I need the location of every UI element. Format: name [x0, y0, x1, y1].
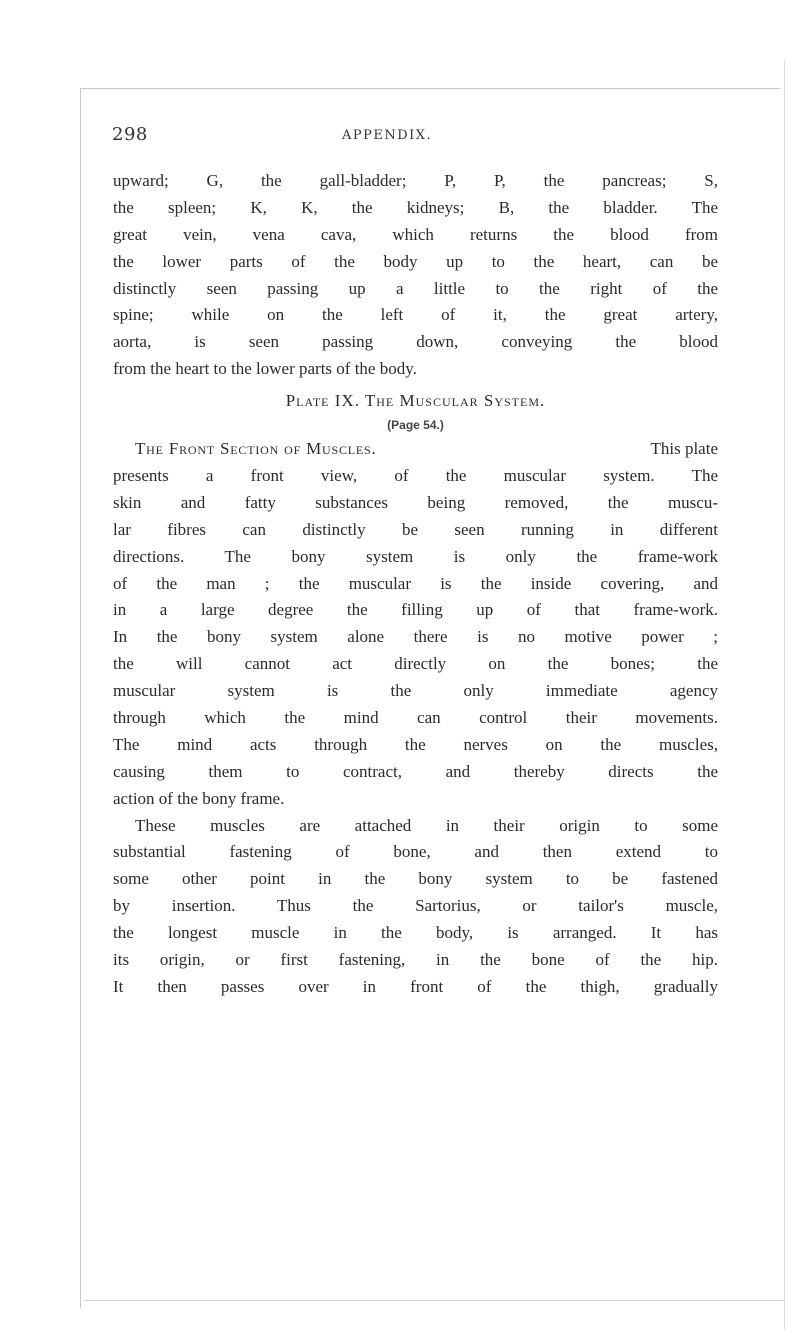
text-line: in a large degree the filling up of that frame-work.	[113, 600, 718, 620]
plate-page-reference: (Page 54.)	[387, 418, 444, 433]
text-line: The mind acts through the nerves on the muscles,	[113, 734, 718, 754]
text-line: In the bony system alone there is no motive power ;	[113, 627, 718, 647]
text-line: These muscles are attached in their origin to some	[135, 815, 718, 835]
text-line: aorta, is seen passing down, conveying the blood	[113, 332, 718, 352]
text-line: distinctly seen passing up a little to the right of the	[113, 278, 718, 298]
paragraph-2	[113, 436, 718, 812]
text-line: from the heart to the lower parts of the body.	[113, 359, 417, 379]
text-line: the spleen; K, K, the kidneys; B, the bladder. The	[113, 197, 718, 217]
text-line: directions. The bony system is only the frame-work	[113, 546, 718, 566]
paragraph-3	[113, 813, 718, 1001]
paragraph-1	[113, 168, 718, 383]
text-line: the lower parts of the body up to the heart, can be	[113, 251, 718, 271]
text-line: It then passes over in front of the thigh, gradually	[113, 976, 718, 996]
text-line: great vein, vena cava, which returns the blood from	[113, 224, 718, 244]
body-text	[113, 168, 718, 1001]
text-line: upward; G, the gall-bladder; P, P, the pancreas; S,	[113, 171, 718, 190]
scan-border-top	[80, 88, 780, 89]
text-line: its origin, or first fastening, in the bone of the hip.	[113, 950, 718, 970]
text-line: muscular system is the only immediate agency	[113, 681, 718, 701]
page-number: 298	[112, 124, 148, 145]
text-line: lar fibres can distinctly be seen running in different	[113, 519, 718, 539]
scan-border-right	[784, 60, 785, 1330]
plate-heading: Plate IX. The Muscular System.	[285, 391, 546, 411]
text-line: through which the mind can control their movements.	[113, 708, 718, 728]
scan-border-left	[80, 88, 81, 1308]
text-line: spine; while on the left of it, the great artery,	[113, 305, 718, 325]
text-line: skin and fatty substances being removed, the muscu-	[113, 492, 718, 512]
text-line: the longest muscle in the body, is arranged. It has	[113, 923, 718, 943]
scan-border-bottom	[84, 1300, 784, 1301]
text-line-rest: This plate	[650, 439, 718, 459]
text-line: by insertion. Thus the Sartorius, or tailor's muscle,	[113, 896, 718, 916]
text-line: causing them to contract, and thereby directs the	[113, 761, 718, 781]
text-line: substantial fastening of bone, and then extend to	[113, 842, 718, 862]
running-head: APPENDIX.	[342, 128, 433, 143]
text-line: action of the bony frame.	[113, 788, 285, 808]
text-line	[113, 436, 718, 463]
text-line: of the man ; the muscular is the inside covering, and	[113, 573, 718, 593]
text-line: the will cannot act directly on the bones; the	[113, 654, 718, 674]
text-line: some other point in the bony system to be fastened	[113, 869, 718, 889]
section-lead: The Front Section of Muscles.	[135, 439, 377, 459]
page-header	[112, 124, 732, 152]
text-line: presents a front view, of the muscular system. The	[113, 466, 718, 486]
